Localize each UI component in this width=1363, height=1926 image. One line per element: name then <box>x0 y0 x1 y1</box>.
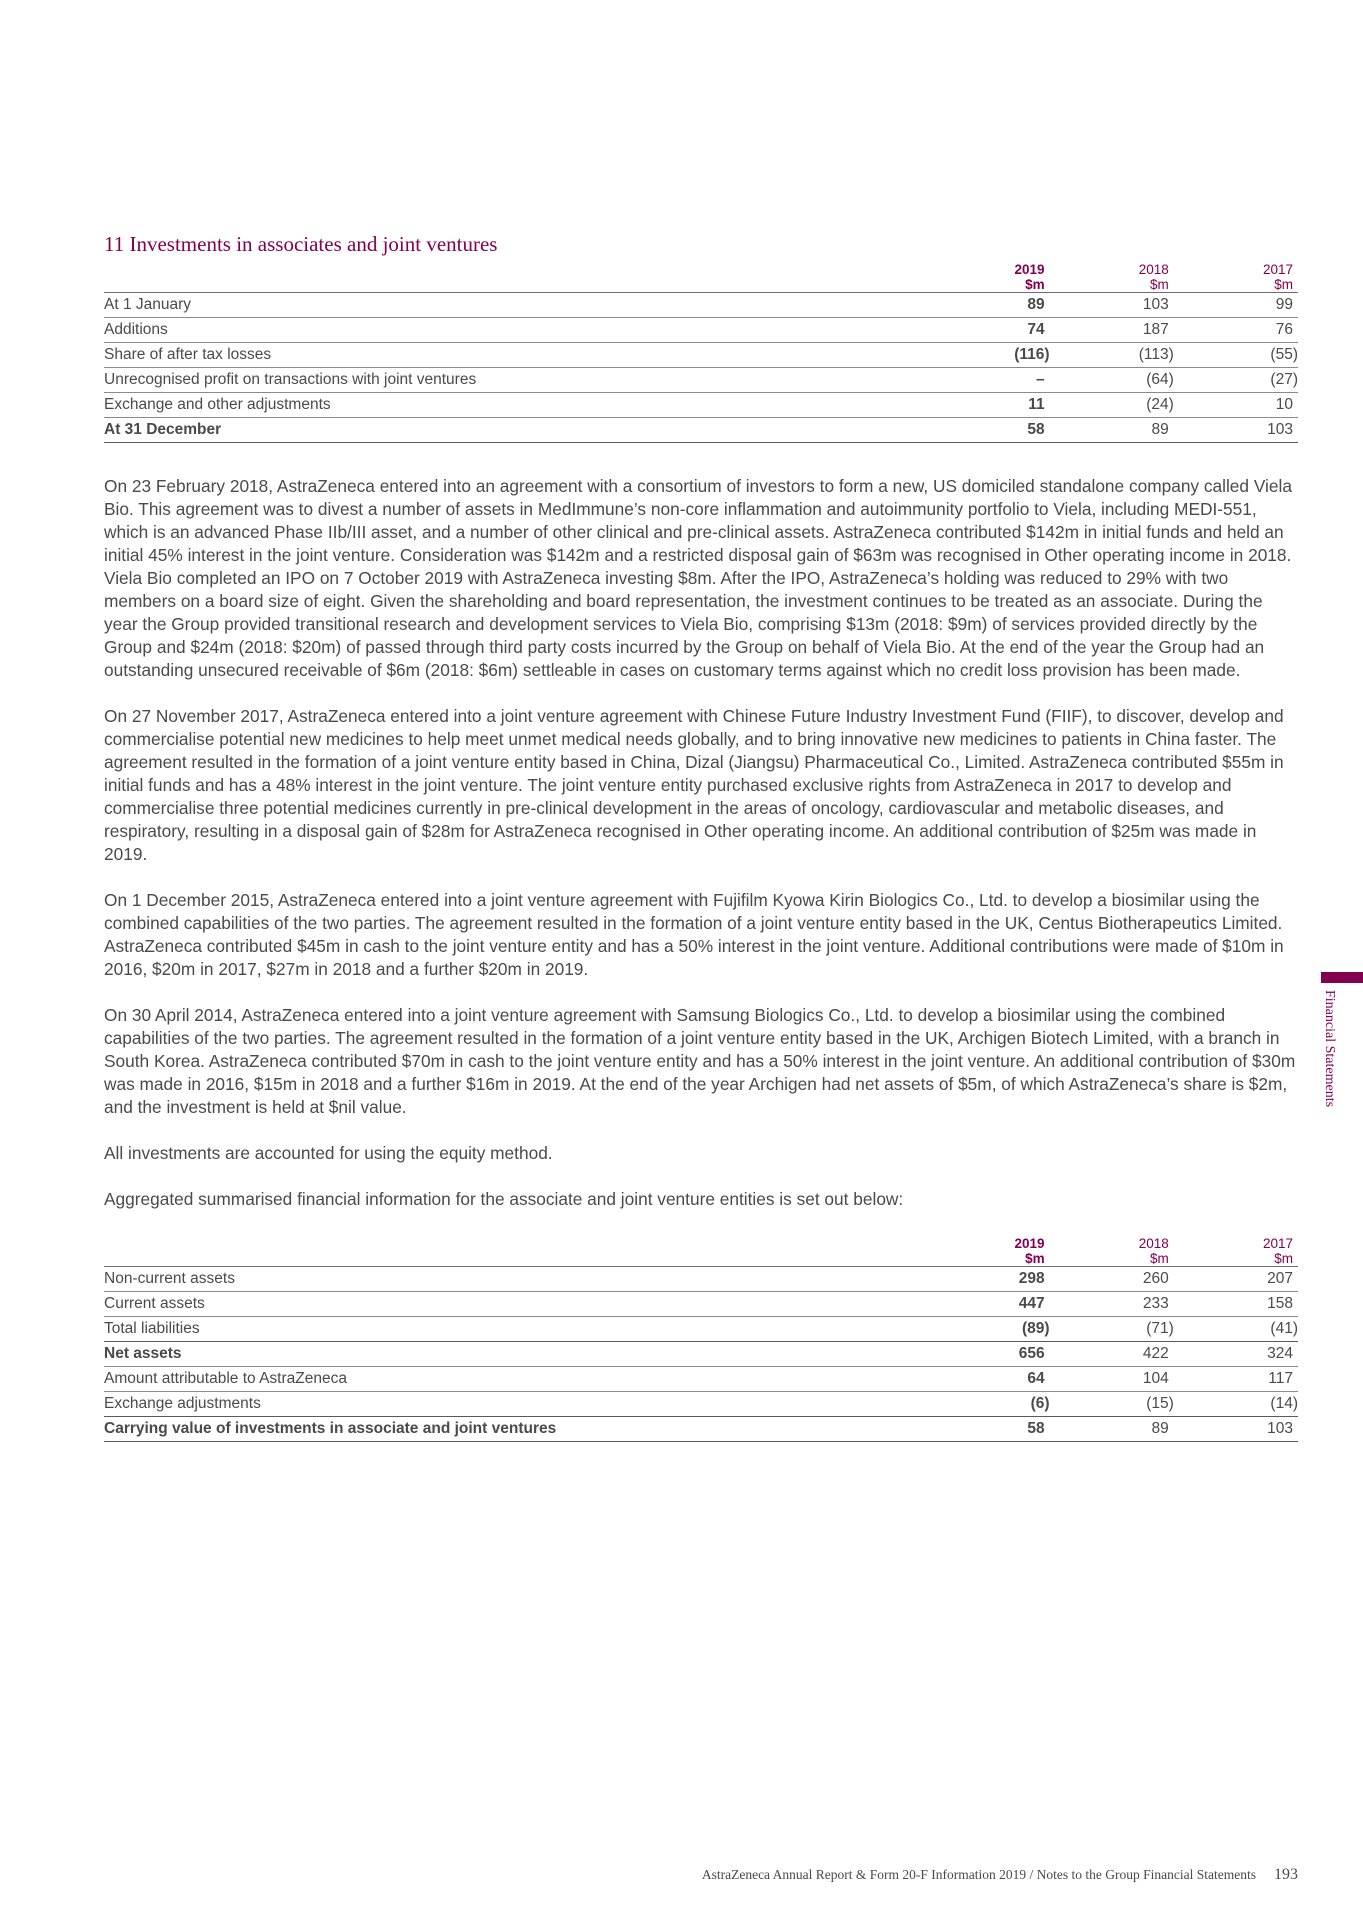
table-subtotal-row <box>104 1341 1298 1366</box>
body-text <box>104 475 1298 1234</box>
header-2018: 2018 $m <box>1138 261 1169 292</box>
row-label: At 1 January <box>104 295 192 313</box>
table-row <box>104 342 1298 367</box>
value-2019: 58 <box>1027 1419 1045 1437</box>
row-label: Current assets <box>104 1294 205 1312</box>
table-row <box>104 1366 1298 1391</box>
row-label: Additions <box>104 320 168 338</box>
table-row <box>104 1266 1298 1291</box>
value-2017: (55) <box>1270 345 1298 363</box>
header-2018: 2018 $m <box>1138 1235 1169 1266</box>
value-2018: 260 <box>1142 1269 1169 1287</box>
row-label: Carrying value of investments in associate and joint ventures <box>104 1419 557 1437</box>
value-2017: 10 <box>1275 395 1293 413</box>
header-empty <box>104 1234 925 1266</box>
table-row <box>104 1316 1298 1341</box>
table-total-row <box>104 1416 1298 1441</box>
value-2018: 104 <box>1142 1369 1169 1387</box>
value-2017: 103 <box>1267 420 1293 438</box>
value-2019: 89 <box>1027 295 1045 313</box>
value-2017: 207 <box>1267 1269 1293 1287</box>
row-label: Net assets <box>104 1344 182 1362</box>
value-2019: 656 <box>1018 1344 1045 1362</box>
header-empty <box>104 260 925 292</box>
row-label: Total liabilities <box>104 1319 200 1337</box>
value-2019: (116) <box>1014 345 1050 363</box>
value-2019: (6) <box>1030 1394 1050 1412</box>
value-2018: (24) <box>1146 395 1174 413</box>
value-2018: 89 <box>1151 420 1169 438</box>
value-2019: 74 <box>1027 320 1045 338</box>
row-label: At 31 December <box>104 420 222 438</box>
table-row <box>104 1391 1298 1416</box>
value-2018: 103 <box>1142 295 1169 313</box>
value-2017: 76 <box>1275 320 1293 338</box>
table-row <box>104 1291 1298 1316</box>
table-header-row <box>104 1234 1298 1266</box>
paragraph-equity-method: All investments are accounted for using the equity method. <box>104 1143 553 1163</box>
value-2017: 99 <box>1275 295 1293 313</box>
row-label: Share of after tax losses <box>104 345 272 363</box>
value-2019: 298 <box>1018 1269 1045 1287</box>
value-2018: (64) <box>1146 370 1174 388</box>
value-2019: 11 <box>1028 395 1045 413</box>
header-2017: 2017 $m <box>1262 261 1293 292</box>
paragraph-viela-bio: On 23 February 2018, AstraZeneca entered into an agreement with a consortium of investors to form a new, US domiciled standalone company called Viela Bio. This agreement was to divest a number of assets in MedImmune’s non-core inflammation and autoimmunity portfolio to Viela, including MEDI-551, which is an advanced Phase IIb/III asset, and a number of other clinical and pre-clinical assets. AstraZeneca contributed $142m in initial funds and held an initial 45% interest in the joint venture. Consideration was $142m and a restricted disposal gain of $63m was recognised in Other operating income in 2018. Viela Bio completed an IPO on 7 October 2019 with AstraZeneca investing $8m. After the IPO, AstraZeneca’s holding was reduced to 29% with two members on a board size of eight. Given the shareholding and board representation, the investment continues to be treated as an associate. During the year the Group provided transitional research and development services to Viela Bio, comprising $13m (2018: $9m) of services provided directly by the Group and $24m (2018: $20m) of passed through third party costs incurred by the Group on behalf of Viela Bio. At the end of the year the Group had an outstanding unsecured receivable of $6m (2018: $6m) settleable in cases on customary terms against which no credit loss provision has been made. <box>104 476 1292 680</box>
footer-text: AstraZeneca Annual Report & Form 20-F Information 2019 / Notes to the Group Financial Statements <box>701 1867 1256 1882</box>
value-2018: (113) <box>1138 345 1174 363</box>
table-header-row <box>104 260 1298 292</box>
value-2018: (71) <box>1146 1319 1174 1337</box>
value-2019: – <box>1035 370 1045 388</box>
row-label: Unrecognised profit on transactions with joint ventures <box>104 370 477 388</box>
table-row <box>104 292 1298 317</box>
section-marker-bar <box>1321 972 1363 983</box>
value-2019: (89) <box>1022 1319 1050 1337</box>
table-row <box>104 317 1298 342</box>
value-2018: (15) <box>1146 1394 1174 1412</box>
table-total-row <box>104 417 1298 442</box>
value-2017: (41) <box>1270 1319 1298 1337</box>
value-2017: 117 <box>1268 1369 1293 1387</box>
row-label: Exchange adjustments <box>104 1394 261 1412</box>
header-2019: 2019 $m <box>1014 261 1045 292</box>
paragraph-aggregated-intro: Aggregated summarised financial information for the associate and joint venture entities is set out below: <box>104 1189 904 1209</box>
summarised-financial-table <box>104 1234 1298 1442</box>
page-footer <box>702 1866 1298 1884</box>
paragraph-centus: On 1 December 2015, AstraZeneca entered into a joint venture agreement with Fujifilm Kyowa Kirin Biologics Co., Ltd. to develop a biosimilar using the combined capabilities of the two parties. The agreement resulted in the formation of a joint venture entity based in the UK, Centus Biotherapeutics Limited. AstraZeneca contributed $45m in cash to the joint venture entity and has a 50% interest in the joint venture. Additional contributions were made of $10m in 2016, $20m in 2017, $27m in 2018 and a further $20m in 2019. <box>104 890 1284 979</box>
value-2019: 58 <box>1027 420 1045 438</box>
header-2017: 2017 $m <box>1262 1235 1293 1266</box>
paragraph-archigen: On 30 April 2014, AstraZeneca entered into a joint venture agreement with Samsung Biologics Co., Ltd. to develop a biosimilar using the combined capabilities of the two parties. The agreement resulted in the formation of a joint venture entity based in the UK, Archigen Biotech Limited, with a branch in South Korea. AstraZeneca contributed $70m in cash to the joint venture entity and has a 50% interest in the joint venture. An additional contribution of $30m was made in 2016, $15m in 2018 and a further $16m in 2019. At the end of the year Archigen had net assets of $5m, of which AstraZeneca’s share is $2m, and the investment is held at $nil value. <box>104 1005 1296 1117</box>
value-2018: 422 <box>1142 1344 1169 1362</box>
value-2017: (27) <box>1270 370 1298 388</box>
value-2017: (14) <box>1270 1394 1298 1412</box>
value-2018: 233 <box>1142 1294 1169 1312</box>
row-label: Exchange and other adjustments <box>104 395 331 413</box>
value-2017: 324 <box>1267 1344 1293 1362</box>
page-number: 193 <box>1274 1866 1298 1883</box>
value-2018: 89 <box>1151 1419 1169 1437</box>
paragraph-dizal: On 27 November 2017, AstraZeneca entered into a joint venture agreement with Chinese Future Industry Investment Fund (FIIF), to discover, develop and commercialise potential new medicines to help meet unmet medical needs globally, and to bring innovative new medicines to patients in China faster. The agreement resulted in the formation of a joint venture entity based in China, Dizal (Jiangsu) Pharmaceutical Co., Limited. AstraZeneca contributed $55m in initial funds and has a 48% interest in the joint venture. The joint venture entity purchased exclusive rights from AstraZeneca in 2017 to develop and commercialise three potential medicines currently in pre-clinical development in the areas of oncology, cardiovascular and metabolic diseases, and respiratory, resulting in a disposal gain of $28m for AstraZeneca recognised in Other operating income. An additional contribution of $25m was made in 2019. <box>104 706 1284 864</box>
value-2019: 64 <box>1027 1369 1045 1387</box>
value-2017: 103 <box>1267 1419 1293 1437</box>
table-row <box>104 392 1298 417</box>
investments-table <box>104 260 1298 443</box>
header-2019: 2019 $m <box>1014 1235 1045 1266</box>
table-row <box>104 367 1298 392</box>
value-2019: 447 <box>1018 1294 1045 1312</box>
value-2017: 158 <box>1267 1294 1293 1312</box>
section-title: 11 Investments in associates and joint ventures <box>104 232 498 256</box>
value-2018: 187 <box>1142 320 1169 338</box>
row-label: Non-current assets <box>104 1269 235 1287</box>
row-label: Amount attributable to AstraZeneca <box>104 1369 347 1387</box>
section-side-label: Financial Statements <box>1322 990 1337 1108</box>
